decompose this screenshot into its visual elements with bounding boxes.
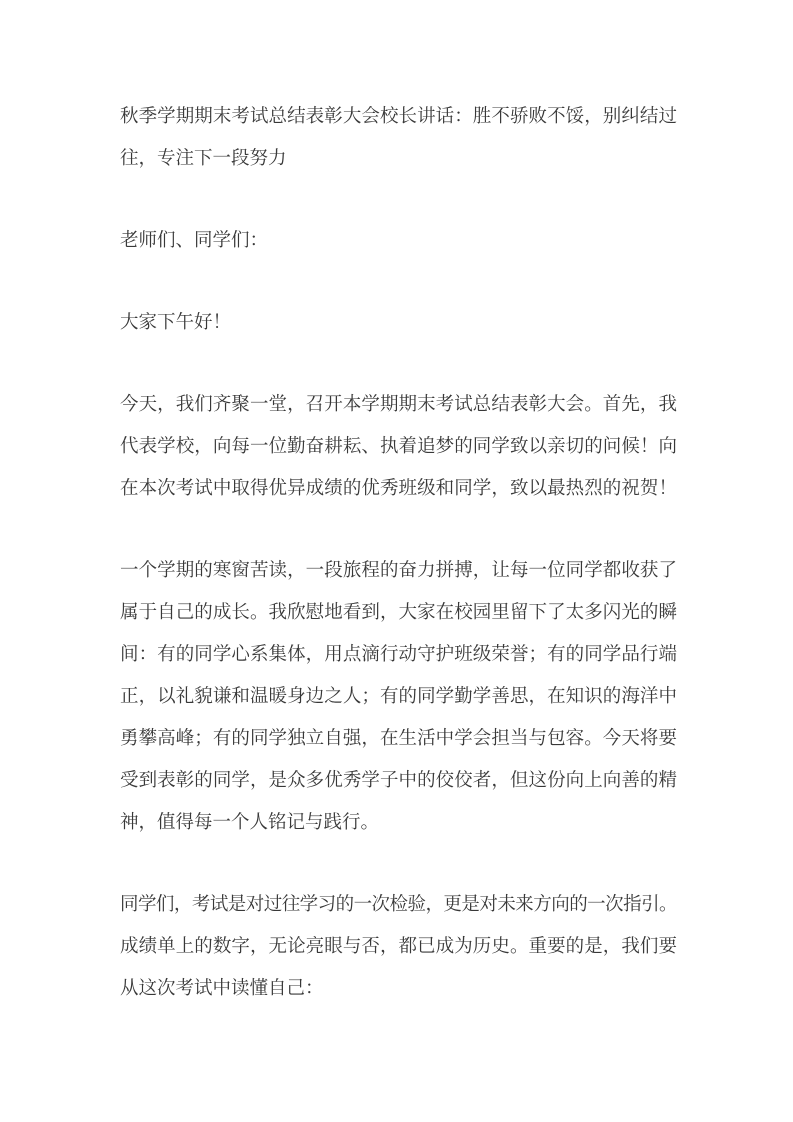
- body-line: 勇攀高峰；有的同学独立自强，在生活中学会担当与包容。今天将要: [120, 729, 677, 749]
- body-line: 神，值得每一个人铭记与践行。: [120, 813, 380, 833]
- paragraph-exam-reflection: [120, 884, 677, 1010]
- body-line: 从这次考试中读懂自己：: [120, 979, 324, 999]
- page-title: [120, 96, 677, 180]
- body-line: 在本次考试中取得优异成绩的优秀班级和同学，致以最热烈的祝贺！: [120, 479, 677, 499]
- title-line: 秋季学期期末考试总结表彰大会校长讲话：胜不骄败不馁，别纠结过: [120, 107, 677, 127]
- body-line: 大家下午好！: [120, 313, 232, 333]
- paragraph-opening: [120, 384, 677, 510]
- title-line: 往，专注下一段努力: [120, 149, 287, 169]
- body-line: 属于自己的成长。我欣慰地看到，大家在校园里留下了太多闪光的瞬: [120, 603, 677, 623]
- paragraph-salutation: [120, 220, 677, 262]
- body-line: 同学们，考试是对过往学习的一次检验，更是对未来方向的一次指引。: [120, 895, 677, 915]
- paragraph-semester-review: [120, 550, 677, 844]
- body-line: 间：有的同学心系集体，用点滴行动守护班级荣誉；有的同学品行端: [120, 645, 677, 665]
- body-line: 老师们、同学们：: [120, 231, 269, 251]
- body-line: 受到表彰的同学，是众多优秀学子中的佼佼者，但这份向上向善的精: [120, 771, 677, 791]
- body-line: 今天，我们齐聚一堂，召开本学期期末考试总结表彰大会。首先，我: [120, 395, 677, 415]
- body-line: 代表学校，向每一位勤奋耕耘、执着追梦的同学致以亲切的问候！向: [120, 437, 677, 457]
- speech-document: [120, 96, 677, 1050]
- paragraph-greeting: [120, 302, 677, 344]
- body-line: 成绩单上的数字，无论亮眼与否，都已成为历史。重要的是，我们要: [120, 937, 677, 957]
- body-line: 一个学期的寒窗苦读，一段旅程的奋力拼搏，让每一位同学都收获了: [120, 561, 677, 581]
- body-line: 正，以礼貌谦和温暖身边之人；有的同学勤学善思，在知识的海洋中: [120, 687, 677, 707]
